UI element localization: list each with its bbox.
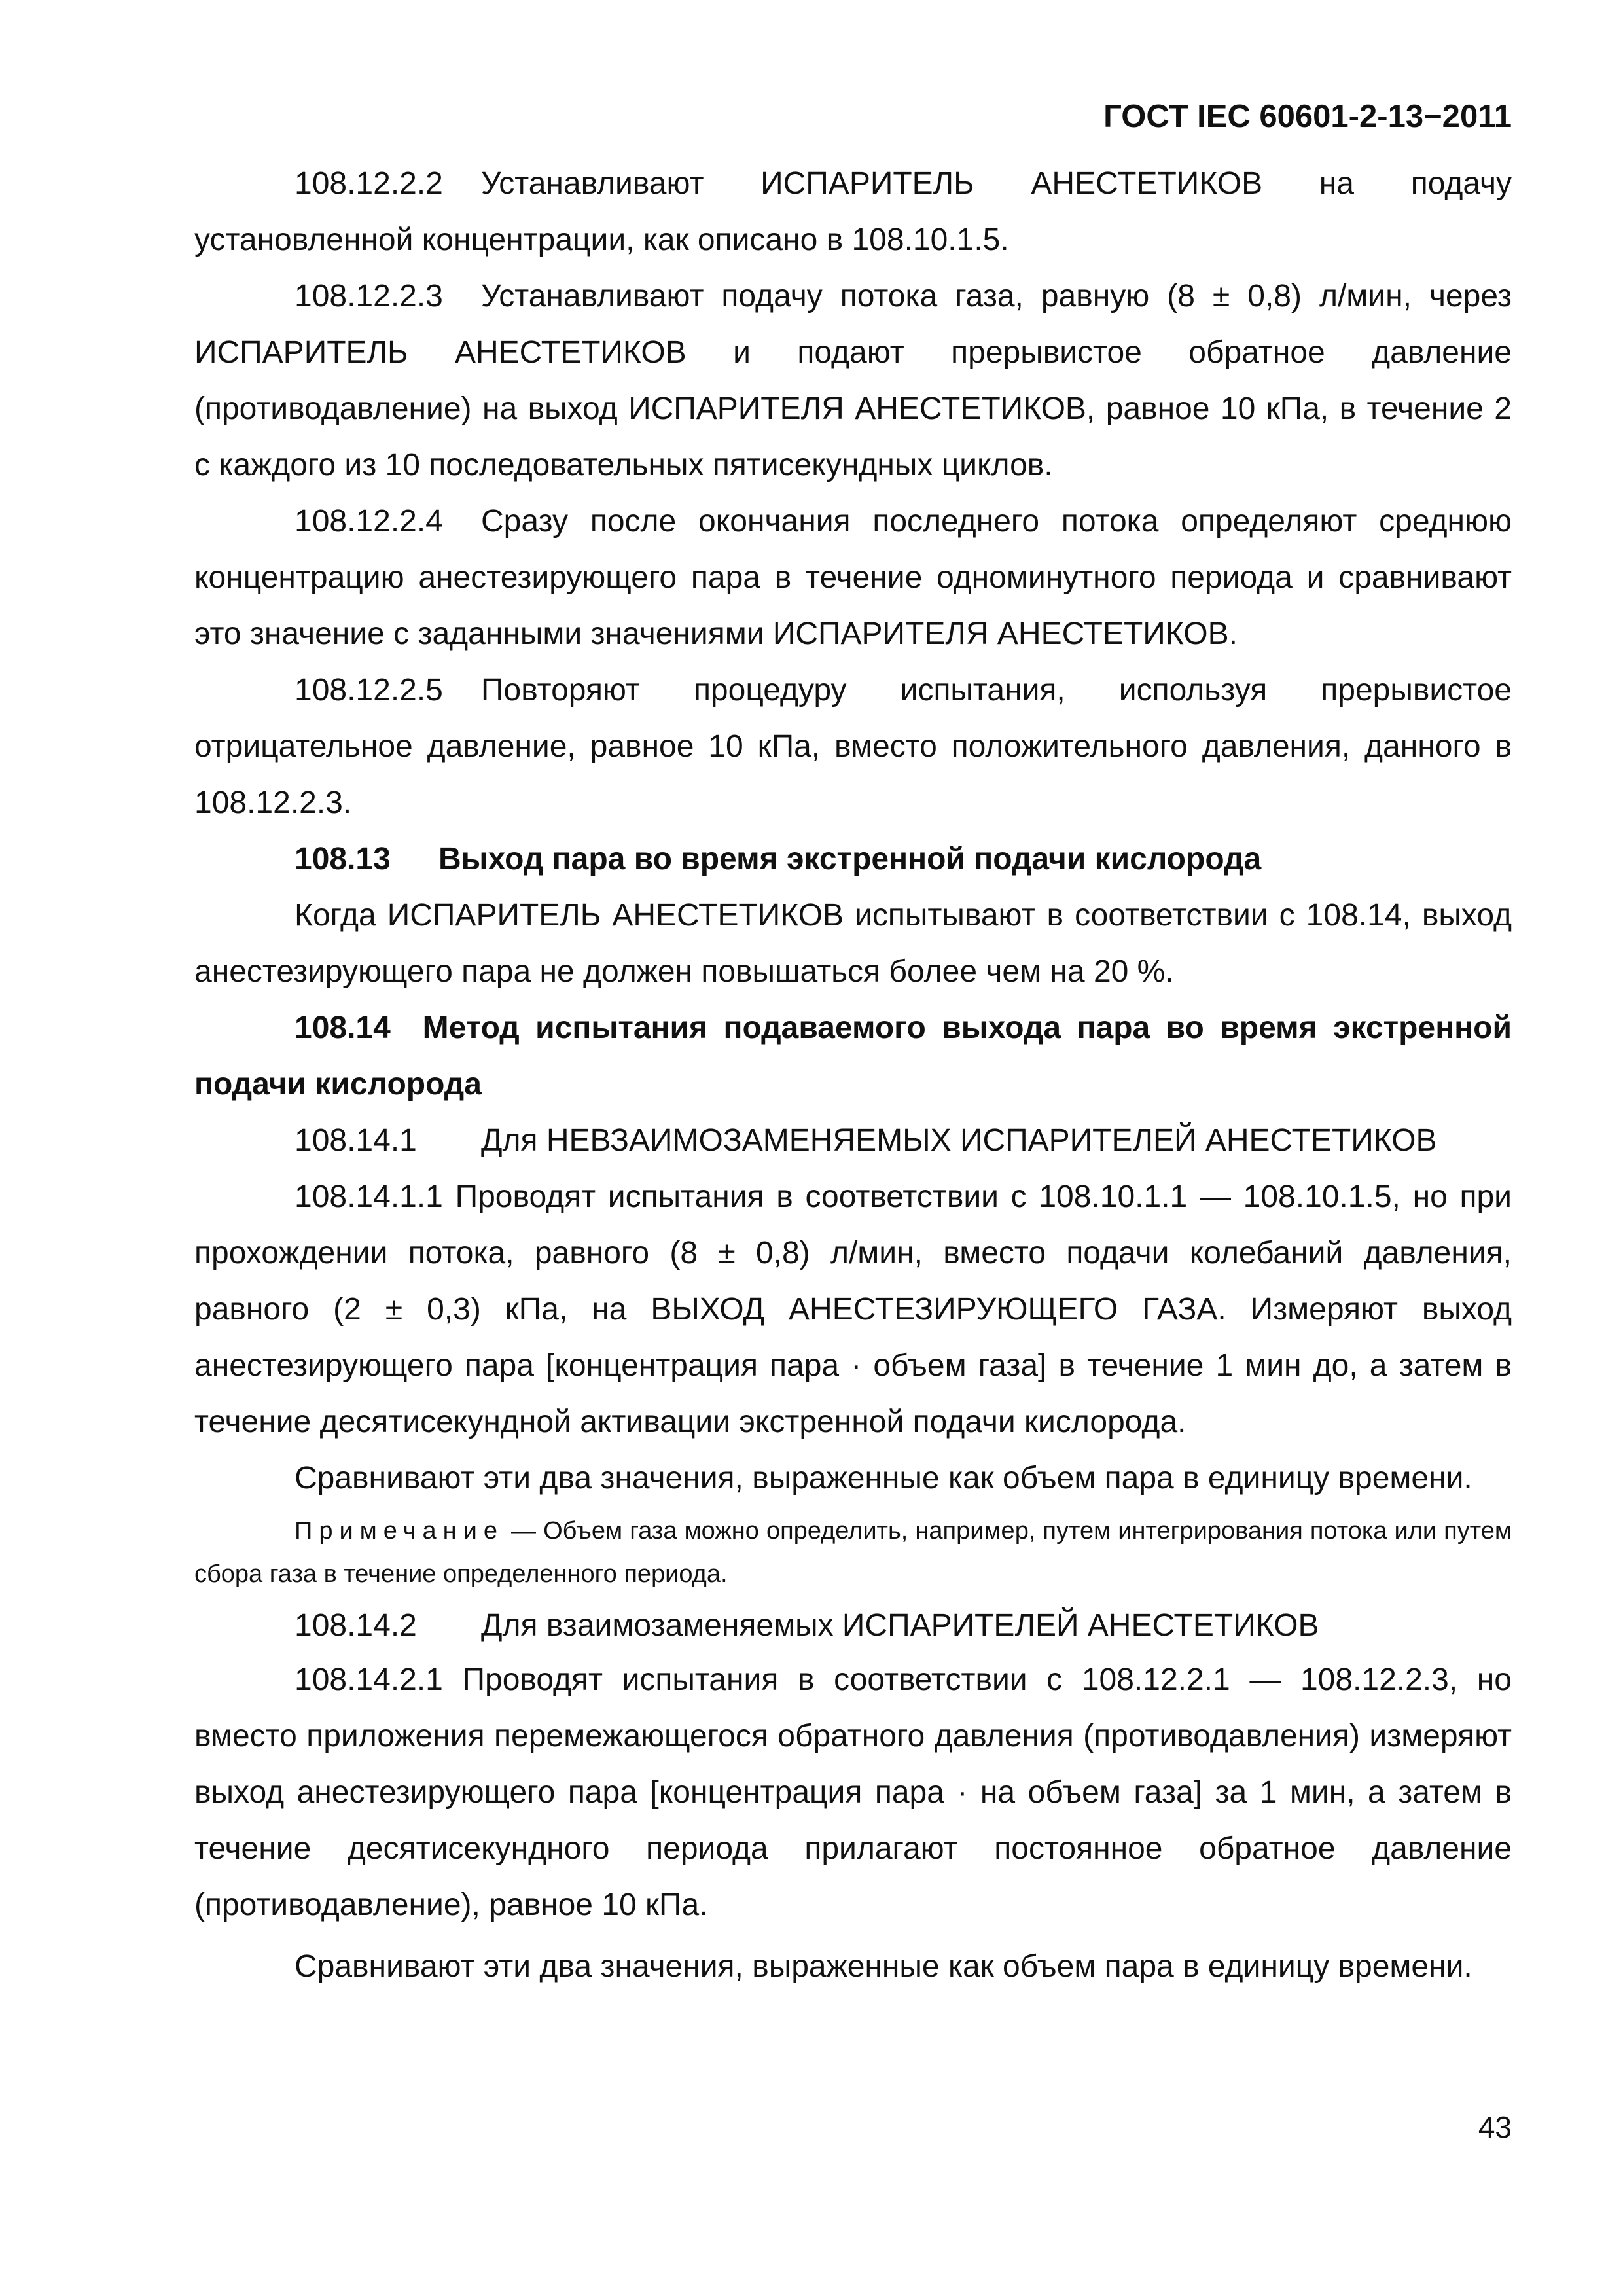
clause-number: 108.14.1 xyxy=(294,1123,417,1158)
clause-number: 108.12.2.2 xyxy=(294,166,443,201)
paragraph-108-14-1-1 xyxy=(194,1169,1512,1450)
page-number: 43 xyxy=(1478,2110,1512,2144)
paragraph-text: Сразу после окончания последнего потока определяют среднюю концентрацию анестезирующего пара в течение одноминутного периода и сравнивают это значение с заданными значениями ИСПАРИТЕЛЯ АНЕСТЕТИКОВ. xyxy=(194,504,1512,651)
paragraph-text: Проводят испытания в соответствии с 108.12.2.1 — 108.12.2.3, но вместо приложения перемежающегося обратного давления (противодавления) измеряют выход анестезирующего пара [концентрация пара · на объем газа] за 1 мин, а затем в течение десятисекундного периода прилагают постоянное обратное давление (противодавление), равное 10 кПа. xyxy=(194,1662,1512,1922)
section-number: 108.13 xyxy=(294,842,391,876)
document-header: ГОСТ IEC 60601-2-13−2011 xyxy=(1103,99,1512,134)
paragraph-108-14-2-1 xyxy=(194,1652,1512,1933)
paragraph-108-12-2-2 xyxy=(194,156,1512,268)
paragraph-text: Для НЕВЗАИМОЗАМЕНЯЕМЫХ ИСПАРИТЕЛЕЙ АНЕСТЕТИКОВ xyxy=(481,1123,1437,1158)
section-title: Выход пара во время экстренной подачи кислорода xyxy=(438,842,1262,876)
document-body xyxy=(194,156,1512,1995)
section-title: Метод испытания подаваемого выхода пара во время экстренной подачи кислорода xyxy=(194,1011,1512,1102)
paragraph-108-14-2 xyxy=(194,1600,1512,1652)
clause-number: 108.12.2.4 xyxy=(294,504,443,539)
note-text: — Объем газа можно определить, например, путем интегрирования потока или путем сбора газа в течение определенного периода. xyxy=(194,1517,1512,1588)
clause-number: 108.12.2.3 xyxy=(294,279,443,314)
clause-number: 108.14.1.1 xyxy=(294,1179,443,1214)
paragraph-text: Проводят испытания в соответствии с 108.10.1.1 — 108.10.1.5, но при прохождении потока, равного (8 ± 0,8) л/мин, вместо подачи колебаний давления, равного (2 ± 0,3) кПа, на ВЫХОД АНЕСТЕЗИРУЮЩЕГО ГАЗА. Измеряют выход анестезирующего пара [концентрация пара · объем газа] в течение 1 мин до, а затем в течение десятисекундной активации экстренной подачи кислорода. xyxy=(194,1179,1512,1439)
paragraph-compare-2: Сравнивают эти два значения, выраженные как объем пара в единицу времени. xyxy=(294,1949,1472,1984)
paragraph-text: Устанавливают подачу потока газа, равную (8 ± 0,8) л/мин, через ИСПАРИТЕЛЬ АНЕСТЕТИКОВ и подают прерывистое обратное давление (противодавление) на выход ИСПАРИТЕЛЯ АНЕСТЕТИКОВ, равное 10 кПа, в течение 2 с каждого из 10 последовательных пятисекундных циклов. xyxy=(194,279,1512,482)
paragraph-text: Устанавливают ИСПАРИТЕЛЬ АНЕСТЕТИКОВ на подачу установленной концентрации, как описано в 108.10.1.5. xyxy=(194,166,1512,257)
paragraph-108-13-text: Когда ИСПАРИТЕЛЬ АНЕСТЕТИКОВ испытывают в соответствии с 108.14, выход анестезирующего пара не должен повышаться более чем на 20 %. xyxy=(194,898,1512,989)
paragraph-text: Для взаимозаменяемых ИСПАРИТЕЛЕЙ АНЕСТЕТИКОВ xyxy=(481,1608,1319,1643)
heading-108-14 xyxy=(194,1000,1512,1113)
paragraph-108-12-2-5 xyxy=(194,662,1512,831)
paragraph-compare-1: Сравнивают эти два значения, выраженные как объем пара в единицу времени. xyxy=(294,1461,1472,1496)
paragraph-108-14-1 xyxy=(194,1113,1512,1169)
clause-number: 108.12.2.5 xyxy=(294,673,443,708)
paragraph-108-12-2-3 xyxy=(194,268,1512,493)
paragraph-text: Повторяют процедуру испытания, используя прерывистое отрицательное давление, равное 10 кПа, вместо положительного давления, данного в 108.12.2.3. xyxy=(194,673,1512,820)
note xyxy=(194,1509,1512,1596)
paragraph-108-12-2-4 xyxy=(194,493,1512,662)
section-number: 108.14 xyxy=(294,1011,391,1045)
clause-number: 108.14.2 xyxy=(294,1608,417,1643)
heading-108-13 xyxy=(194,831,1512,888)
note-label: Примечание xyxy=(294,1517,504,1545)
clause-number: 108.14.2.1 xyxy=(294,1662,443,1697)
